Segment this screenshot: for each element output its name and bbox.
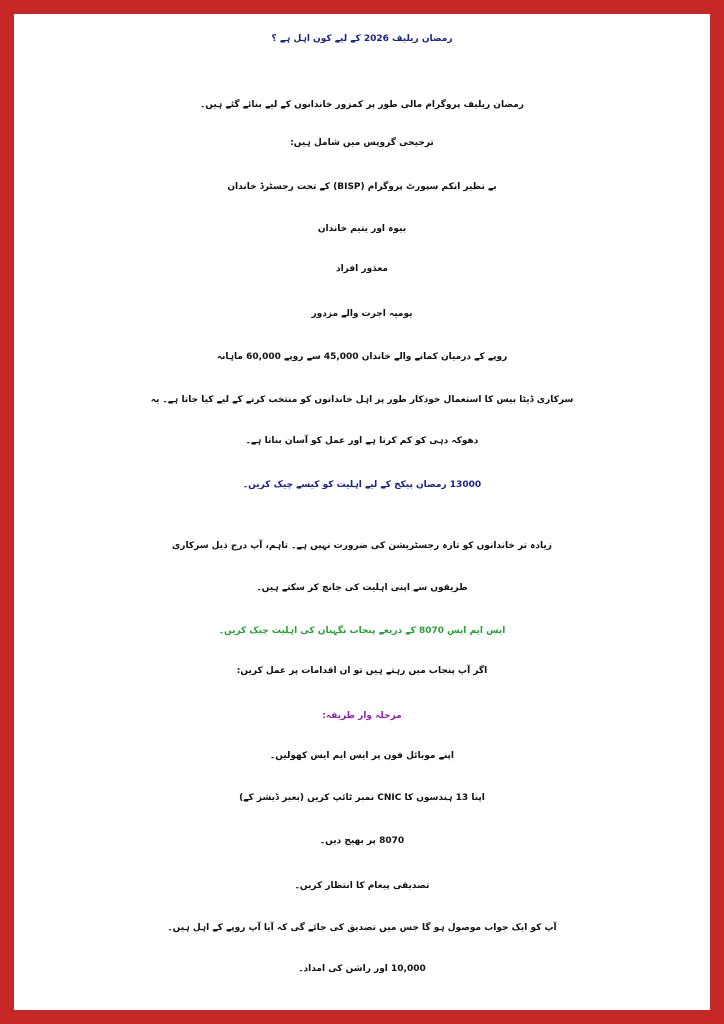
step-item: 8070 پر بھیج دیں۔	[319, 836, 405, 846]
article-title: رمضان ریلیف 2026 کے لیے کون اہل ہے ؟	[271, 34, 453, 44]
database-text-line: سرکاری ڈیٹا بیس کا استعمال خودکار طور پر اہل خاندانوں کو منتخب کرنے کے لیے کیا جاتا ہے۔ یہ	[150, 395, 574, 405]
group-item: معذور افراد	[335, 264, 389, 274]
registration-text-line: طریقوں سے اپنی اہلیت کی جانچ کر سکتے ہیں۔	[256, 583, 468, 593]
group-item: بے نظیر انکم سپورٹ پروگرام (BISP) کے تحت رجسٹرڈ خاندان	[227, 182, 497, 192]
check-eligibility-heading: 13000 رمضان پیکج کے لیے اہلیت کو کیسے چیک کریں۔	[242, 480, 482, 490]
sms-heading: ایس ایم ایس 8070 کے ذریعے پنجاب نگہبان کی اہلیت چیک کریں۔	[218, 626, 506, 636]
reply-text: آپ کو ایک جواب موصول ہو گا جس میں تصدیق کی جائے گی کہ آیا آپ روپے کے اہل ہیں۔	[167, 923, 557, 933]
database-text-line: دھوکہ دہی کو کم کرتا ہے اور عمل کو آسان بناتا ہے۔	[245, 436, 479, 446]
step-item: اپنے موبائل فون پر ایس ایم ایس کھولیں۔	[269, 751, 455, 761]
group-item: روپے کے درمیان کمانے والے خاندان 45,000 سے روپے 60,000 ماہانہ	[216, 352, 508, 362]
priority-heading: ترجیحی گروپس میں شامل ہیں:	[290, 138, 434, 148]
step-item: تصدیقی پیغام کا انتظار کریں۔	[294, 881, 430, 891]
punjab-text: اگر آپ پنجاب میں رہتے ہیں تو ان اقدامات پر عمل کریں:	[236, 666, 488, 676]
steps-heading: مرحلہ وار طریقہ:	[322, 711, 402, 721]
amount-text: 10,000 اور راشن کی امداد۔	[298, 964, 426, 974]
article-sheet	[14, 14, 710, 1010]
group-item: یومیہ اجرت والے مزدور	[311, 309, 413, 319]
step-item: اپنا 13 ہندسوں کا CNIC نمبر ٹائپ کریں (بغیر ڈیشز کے)	[239, 793, 485, 803]
intro-text: رمضان ریلیف پروگرام مالی طور پر کمزور خاندانوں کے لیے بنائے گئے ہیں۔	[199, 100, 524, 110]
group-item: بیوہ اور یتیم خاندان	[317, 224, 407, 234]
registration-text-line: زیادہ تر خاندانوں کو تازہ رجسٹریشن کی ضرورت نہیں ہے۔ تاہم، آپ درج ذیل سرکاری	[172, 541, 552, 551]
